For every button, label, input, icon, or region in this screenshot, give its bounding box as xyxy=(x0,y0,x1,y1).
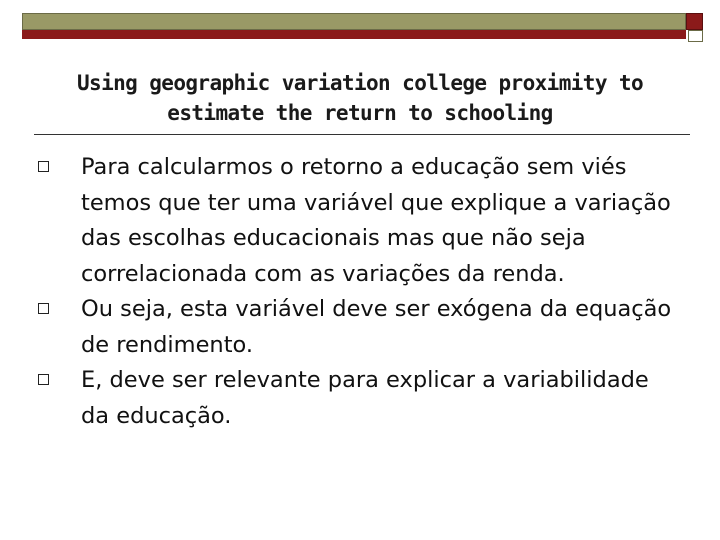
hollow-square-bullet-icon xyxy=(38,374,49,385)
bullet-text: E, deve ser relevante para explicar a variabilidade da educação. xyxy=(81,367,649,429)
hollow-square-bullet-icon xyxy=(38,303,49,314)
title-divider xyxy=(34,134,690,135)
header-decoration-bar xyxy=(22,13,708,39)
bullet-list xyxy=(38,150,698,434)
bullet-text: Para calcularmos o retorno a educação sem viés temos que ter uma variável que explique a variação das escolhas educacionais mas que não seja correlacionada com as variações da renda. xyxy=(81,154,671,287)
header-bar-olive-stripe xyxy=(22,13,686,30)
header-corner-square-filled xyxy=(686,13,703,30)
bullet-item xyxy=(38,150,698,292)
bullet-item xyxy=(38,292,698,363)
hollow-square-bullet-icon xyxy=(38,161,49,172)
header-bar-maroon-stripe xyxy=(22,30,686,39)
slide-title: Using geographic variation college proximity to estimate the return to schooling xyxy=(76,71,644,125)
header-corner-square-outline xyxy=(688,30,703,42)
bullet-text: Ou seja, esta variável deve ser exógena da equação de rendimento. xyxy=(81,296,672,358)
bullet-item xyxy=(38,363,698,434)
